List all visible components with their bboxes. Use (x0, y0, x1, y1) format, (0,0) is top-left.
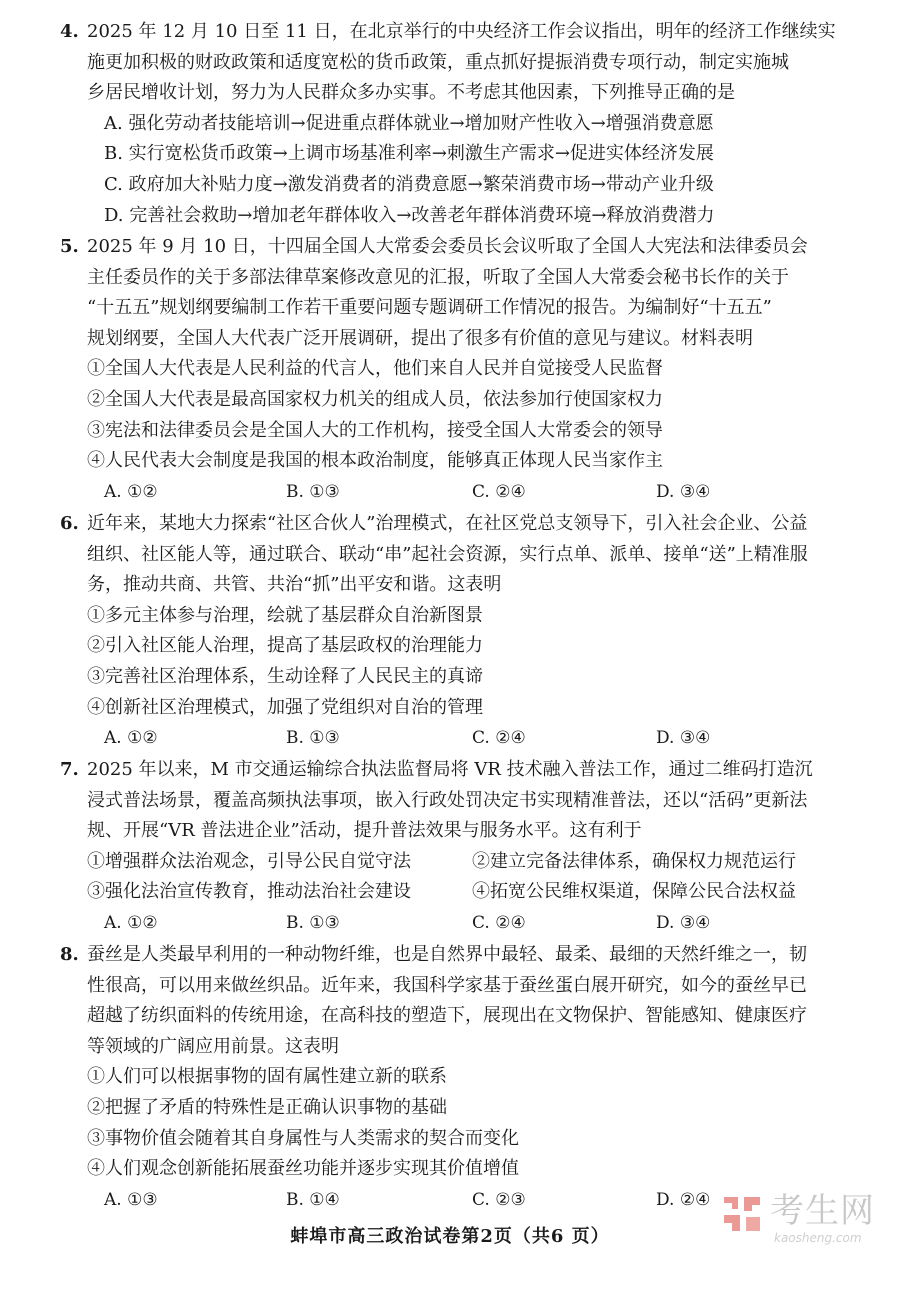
choice-a: A. ①③ (104, 1189, 158, 1210)
statement-2: ②把握了矛盾的特殊性是正确认识事物的基础 (87, 1096, 447, 1118)
watermark (718, 1187, 888, 1257)
statement-4: ④人们观念创新能拓展蚕丝功能并逐步实现其价值增值 (87, 1158, 519, 1180)
question-stem-line: 2025 年以来，M 市交通运输综合执法监督局将 VR 技术融入普法工作，通过二维码打造沉 (87, 759, 813, 780)
question-stem-line: “十五五”规划纲要编制工作若干重要问题专题调研工作情况的报告。为编制好“十五五” (87, 297, 772, 319)
question-number: 4. (60, 21, 79, 42)
choice-c: C. ②④ (472, 912, 526, 933)
question-number: 8. (60, 944, 79, 965)
question-stem-line: 规划纲要，全国人大代表广泛开展调研，提出了很多有价值的意见与建议。材料表明 (87, 327, 753, 349)
choice-c: C. ②④ (472, 481, 526, 502)
statement-1: ①增强群众法治观念，引导公民自觉守法 (87, 850, 411, 872)
question-stem-line: 务，推动共商、共管、共治“抓”出平安和谐。这表明 (87, 574, 502, 596)
option-d: D. 完善社会救助→增加老年群体收入→改善老年群体消费环境→释放消费潜力 (104, 204, 715, 226)
statement-1: ①多元主体参与治理，绘就了基层群众自治新图景 (87, 604, 483, 626)
question-stem-line: 超越了纺织面料的传统用途，在高科技的塑造下，展现出在文物保护、智能感知、健康医疗 (87, 1005, 807, 1027)
statement-pair (62, 847, 884, 878)
choice-d: D. ③④ (656, 912, 711, 933)
choice-b: B. ①③ (286, 481, 340, 502)
question-7 (62, 755, 884, 939)
question-stem-line: 规、开展“VR 普法进企业”活动，提升普法效果与服务水平。这有利于 (87, 820, 642, 842)
option-c: C. 政府加大补贴力度→激发消费者的消费意愿→繁荣消费市场→带动产业升级 (104, 173, 714, 195)
question-number: 7. (60, 759, 79, 780)
question-number: 5. (60, 236, 79, 257)
question-stem-line: 乡居民增收计划，努力为人民群众多办实事。不考虑其他因素，下列推导正确的是 (87, 82, 735, 104)
question-stem-line: 主任委员作的关于多部法律草案修改意见的汇报，听取了全国人大常委会秘书长作的关于 (87, 266, 789, 288)
statement-2: ②全国人大代表是最高国家权力机关的组成人员，依法参加行使国家权力 (87, 388, 663, 410)
answer-choices (62, 723, 884, 754)
choice-b: B. ①④ (286, 1189, 340, 1210)
question-stem-line: 2025 年 9 月 10 日，十四届全国人大常委会委员长会议听取了全国人大宪法和法律委员会 (87, 236, 808, 257)
question-stem-line: 2025 年 12 月 10 日至 11 日，在北京举行的中央经济工作会议指出，明年的经济工作继续实 (87, 21, 836, 42)
question-8 (62, 940, 884, 1215)
question-4 (62, 17, 884, 231)
question-stem-line: 蚕丝是人类最早利用的一种动物纤维，也是自然界中最轻、最柔、最细的天然纤维之一，韧 (87, 944, 807, 965)
question-stem-line: 性很高，可以用来做丝织品。近年来，我国科学家基于蚕丝蛋白展开研究，如今的蚕丝早已 (87, 974, 807, 996)
question-stem-line: 浸式普法场景，覆盖高频执法事项，嵌入行政处罚决定书实现精准普法，还以“活码”更新法 (87, 789, 808, 811)
answer-choices (62, 477, 884, 508)
question-stem-line: 近年来，某地大力探索“社区合伙人”治理模式，在社区党总支领导下，引入社会企业、公益 (87, 513, 808, 534)
statement-4: ④拓宽公民维权渠道，保障公民合法权益 (472, 881, 796, 903)
question-5 (62, 232, 884, 507)
choice-d: D. ③④ (656, 481, 711, 502)
watermark-url: kaosheng.com (774, 1231, 862, 1245)
statement-4: ④创新社区治理模式，加强了党组织对自治的管理 (87, 696, 483, 718)
option-a: A. 强化劳动者技能培训→促进重点群体就业→增加财产性收入→增强消费意愿 (104, 112, 714, 134)
choice-b: B. ①③ (286, 728, 340, 749)
choice-c: C. ②③ (472, 1189, 526, 1210)
question-stem-line: 施更加积极的财政政策和适度宽松的货币政策，重点抓好提振消费专项行动，制定实施城 (87, 51, 789, 73)
choice-a: A. ①② (104, 481, 158, 502)
statement-3: ③宪法和法律委员会是全国人大的工作机构，接受全国人大常委会的领导 (87, 419, 663, 441)
question-stem-line: 等领域的广阔应用前景。这表明 (87, 1035, 339, 1057)
statement-1: ①人们可以根据事物的固有属性建立新的联系 (87, 1066, 447, 1088)
watermark-text: 考生网 (770, 1191, 875, 1231)
statement-pair (62, 877, 884, 908)
choice-b: B. ①③ (286, 912, 340, 933)
statement-3: ③事物价值会随着其自身属性与人类需求的契合而变化 (87, 1127, 519, 1149)
statement-3: ③完善社区治理体系，生动诠释了人民民主的真谛 (87, 665, 483, 687)
question-number: 6. (60, 513, 79, 534)
kaosheng-logo-icon (718, 1189, 766, 1237)
option-b: B. 实行宽松货币政策→上调市场基准利率→刺激生产需求→促进实体经济发展 (104, 143, 714, 165)
statement-2: ②引入社区能人治理，提高了基层政权的治理能力 (87, 635, 483, 657)
answer-choices (62, 908, 884, 939)
choice-c: C. ②④ (472, 728, 526, 749)
choice-d: D. ②④ (656, 1189, 711, 1210)
page-footer: 蚌埠市高三政治试卷第2页（共6 页） (290, 1226, 610, 1247)
statement-4: ④人民代表大会制度是我国的根本政治制度，能够真正体现人民当家作主 (87, 450, 663, 472)
statement-2: ②建立完备法律体系，确保权力规范运行 (472, 850, 796, 872)
choice-a: A. ①② (104, 912, 158, 933)
statement-3: ③强化法治宣传教育，推动法治社会建设 (87, 881, 411, 903)
choice-a: A. ①② (104, 728, 158, 749)
choice-d: D. ③④ (656, 728, 711, 749)
statement-1: ①全国人大代表是人民利益的代言人，他们来自人民并自觉接受人民监督 (87, 358, 663, 380)
question-stem-line: 组织、社区能人等，通过联合、联动“串”起社会资源，实行点单、派单、接单“送”上精准服 (87, 543, 808, 565)
question-6 (62, 509, 884, 754)
